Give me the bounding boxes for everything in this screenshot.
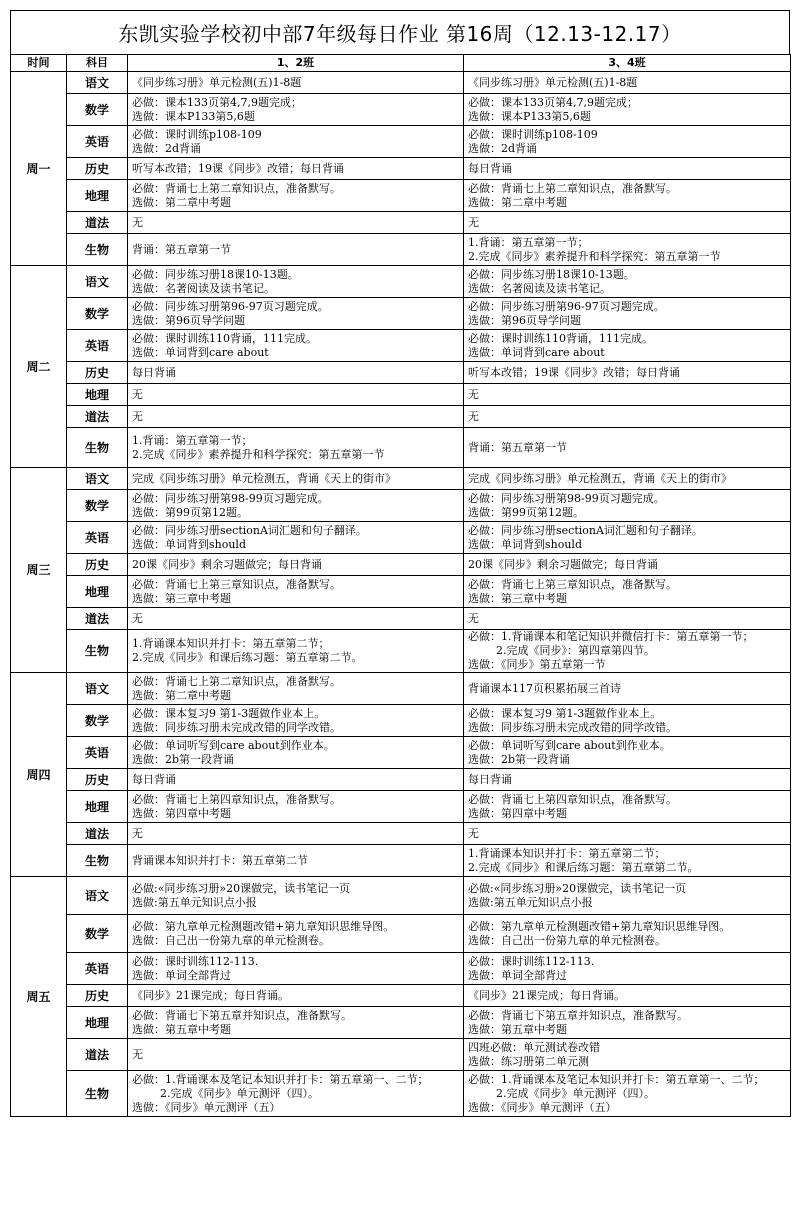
subject-cell: 英语 [67,126,128,158]
table-row [11,330,791,362]
homework-class-3-4: 必做：课时训练112-113. 选做：单词全部背过 [464,953,791,985]
subject-cell: 历史 [67,362,128,384]
homework-class-3-4: 听写本改错；19课《同步》改错；每日背诵 [464,362,791,384]
homework-class-3-4: 必做：课时训练110背诵，111完成。 选做：单词背到care about [464,330,791,362]
homework-class-3-4: 必做：课本133页第4,7,9题完成； 选做：课本P133第5,6题 [464,94,791,126]
header-row [11,55,791,72]
table-row [11,554,791,576]
homework-class-3-4: 每日背诵 [464,769,791,791]
table-row [11,673,791,705]
homework-class-1-2: 听写本改错；19课《同步》改错；每日背诵 [128,158,464,180]
homework-class-1-2: 必做：课时训练p108-109 选做：2d背诵 [128,126,464,158]
table-row [11,158,791,180]
homework-class-1-2: 1.背诵：第五章第一节； 2.完成《同步》素养提升和科学探究：第五章第一节 [128,428,464,468]
homework-class-3-4: 必做：1.背诵课本及笔记本知识并打卡：第五章第一、二节； 2.完成《同步》单元测评（四）。 选做：《同步》单元测评（五） [464,1071,791,1117]
homework-class-3-4: 《同步练习册》单元检测(五)1-8题 [464,72,791,94]
table-row [11,234,791,266]
table-row [11,126,791,158]
homework-class-3-4: 无 [464,823,791,845]
table-row [11,298,791,330]
table-row [11,705,791,737]
homework-class-1-2: 《同步》21课完成；每日背诵。 [128,985,464,1007]
homework-class-1-2: 必做：单词听写到care about到作业本。 选做：2b第一段背诵 [128,737,464,769]
table-row [11,1071,791,1117]
subject-cell: 语文 [67,468,128,490]
subject-cell: 生物 [67,1071,128,1117]
subject-cell: 数学 [67,915,128,953]
subject-cell: 历史 [67,158,128,180]
homework-class-1-2: 必做：第九章单元检测题改错+第九章知识思维导图。 选做：自己出一份第九章的单元检测卷。 [128,915,464,953]
homework-class-1-2: 必做：背诵七上第二章知识点，准备默写。 选做：第二章中考题 [128,180,464,212]
subject-cell: 历史 [67,554,128,576]
subject-cell: 英语 [67,330,128,362]
homework-class-3-4: 必做：背诵七上第二章知识点，准备默写。 选做：第二章中考题 [464,180,791,212]
homework-class-1-2: 必做：背诵七上第四章知识点，准备默写。 选做：第四章中考题 [128,791,464,823]
day-cell: 周五 [11,877,67,1117]
homework-class-3-4: 背诵课本117页积累拓展三首诗 [464,673,791,705]
subject-cell: 历史 [67,769,128,791]
homework-class-1-2: 1.背诵课本知识并打卡：第五章第二节； 2.完成《同步》和课后练习题：第五章第二节。 [128,630,464,673]
table-row [11,212,791,234]
homework-class-3-4: 无 [464,212,791,234]
subject-cell: 数学 [67,705,128,737]
subject-cell: 数学 [67,94,128,126]
homework-class-3-4: 必做：背诵七上第三章知识点，准备默写。 选做：第三章中考题 [464,576,791,608]
subject-cell: 地理 [67,791,128,823]
homework-sheet [10,10,790,1117]
homework-class-3-4: 必做：同步练习册18课10-13题。 选做：名著阅读及读书笔记。 [464,266,791,298]
homework-class-1-2: 必做：课本复习9 第1-3题做作业本上。 选做：同步练习册未完成改错的同学改错。 [128,705,464,737]
table-row [11,180,791,212]
table-row [11,94,791,126]
homework-class-3-4: 完成《同步练习册》单元检测五，背诵《天上的街市》 [464,468,791,490]
table-row [11,845,791,877]
homework-class-3-4: 必做：同步练习册第96-97页习题完成。 选做：第96页导学问题 [464,298,791,330]
table-row [11,576,791,608]
homework-class-3-4: 必做：1.背诵课本和笔记知识并微信打卡：第五章第一节； 2.完成《同步》：第四章第四节。 选做：《同步》第五章第一节 [464,630,791,673]
subject-cell: 数学 [67,298,128,330]
day-cell: 周三 [11,468,67,673]
homework-class-1-2: 无 [128,212,464,234]
subject-cell: 地理 [67,180,128,212]
table-row [11,823,791,845]
homework-class-1-2: 必做：同步练习册第96-97页习题完成。 选做：第96页导学问题 [128,298,464,330]
homework-class-1-2: 《同步练习册》单元检测(五)1-8题 [128,72,464,94]
homework-class-1-2: 20课《同步》剩余习题做完；每日背诵 [128,554,464,576]
subject-cell: 生物 [67,630,128,673]
subject-cell: 历史 [67,985,128,1007]
homework-class-1-2: 无 [128,384,464,406]
table-row [11,362,791,384]
homework-class-1-2: 无 [128,823,464,845]
header-class-3-4: 3、4班 [464,55,791,72]
homework-class-3-4: 必做：同步练习册第98-99页习题完成。 选做：第99页第12题。 [464,490,791,522]
table-row [11,915,791,953]
homework-class-3-4: 1.背诵：第五章第一节； 2.完成《同步》素养提升和科学探究：第五章第一节 [464,234,791,266]
homework-class-1-2: 无 [128,406,464,428]
homework-class-3-4: 必做：第九章单元检测题改错+第九章知识思维导图。 选做：自己出一份第九章的单元检测卷。 [464,915,791,953]
table-row [11,737,791,769]
table-row [11,468,791,490]
homework-class-1-2: 背诵：第五章第一节 [128,234,464,266]
homework-class-1-2: 完成《同步练习册》单元检测五，背诵《天上的街市》 [128,468,464,490]
day-cell: 周一 [11,72,67,266]
table-row [11,406,791,428]
homework-class-3-4: 背诵：第五章第一节 [464,428,791,468]
table-row [11,630,791,673]
subject-cell: 地理 [67,1007,128,1039]
header-subject: 科目 [67,55,128,72]
homework-class-1-2: 必做：1.背诵课本及笔记本知识并打卡：第五章第一、二节； 2.完成《同步》单元测评（四）。 选做：《同步》单元测评（五） [128,1071,464,1117]
subject-cell: 道法 [67,406,128,428]
homework-class-1-2: 每日背诵 [128,769,464,791]
homework-class-1-2: 必做：同步练习册sectionA词汇题和句子翻译。 选做：单词背到should [128,522,464,554]
subject-cell: 道法 [67,1039,128,1071]
homework-class-3-4: 1.背诵课本知识并打卡：第五章第二节； 2.完成《同步》和课后练习题：第五章第二节。 [464,845,791,877]
homework-class-1-2: 必做：同步练习册第98-99页习题完成。 选做：第99页第12题。 [128,490,464,522]
homework-class-3-4: 必做：课本复习9 第1-3题做作业本上。 选做：同步练习册未完成改错的同学改错。 [464,705,791,737]
homework-body [11,72,791,1117]
homework-class-1-2: 每日背诵 [128,362,464,384]
subject-cell: 地理 [67,576,128,608]
day-cell: 周四 [11,673,67,877]
day-cell: 周二 [11,266,67,468]
homework-class-3-4: 无 [464,384,791,406]
subject-cell: 语文 [67,72,128,94]
table-row [11,490,791,522]
homework-table [10,54,791,1117]
homework-class-3-4: 无 [464,406,791,428]
homework-class-1-2: 必做：课本133页第4,7,9题完成； 选做：课本P133第5,6题 [128,94,464,126]
homework-class-3-4: 必做:«同步练习册»20课做完，读书笔记一页 选做:第五单元知识点小报 [464,877,791,915]
homework-class-3-4: 必做：单词听写到care about到作业本。 选做：2b第一段背诵 [464,737,791,769]
subject-cell: 道法 [67,823,128,845]
homework-class-3-4: 必做：背诵七上第四章知识点，准备默写。 选做：第四章中考题 [464,791,791,823]
table-row [11,953,791,985]
homework-class-1-2: 必做：课时训练110背诵，111完成。 选做：单词背到care about [128,330,464,362]
homework-class-3-4: 必做：同步练习册sectionA词汇题和句子翻译。 选做：单词背到should [464,522,791,554]
table-row [11,428,791,468]
subject-cell: 英语 [67,737,128,769]
homework-class-3-4: 必做：背诵七下第五章并知识点，准备默写。 选做：第五章中考题 [464,1007,791,1039]
homework-class-3-4: 必做：课时训练p108-109 选做：2d背诵 [464,126,791,158]
table-row [11,266,791,298]
table-row [11,791,791,823]
subject-cell: 生物 [67,428,128,468]
homework-class-1-2: 无 [128,608,464,630]
table-row [11,769,791,791]
homework-class-1-2: 必做:«同步练习册»20课做完，读书笔记一页 选做:第五单元知识点小报 [128,877,464,915]
subject-cell: 生物 [67,234,128,266]
subject-cell: 道法 [67,212,128,234]
table-row [11,384,791,406]
homework-class-1-2: 无 [128,1039,464,1071]
subject-cell: 生物 [67,845,128,877]
table-row [11,1007,791,1039]
table-row [11,985,791,1007]
header-class-1-2: 1、2班 [128,55,464,72]
homework-class-1-2: 必做：背诵七上第三章知识点，准备默写。 选做：第三章中考题 [128,576,464,608]
table-row [11,522,791,554]
subject-cell: 道法 [67,608,128,630]
table-row [11,1039,791,1071]
homework-class-1-2: 背诵课本知识并打卡：第五章第二节 [128,845,464,877]
homework-class-1-2: 必做：背诵七上第二章知识点，准备默写。 选做：第二章中考题 [128,673,464,705]
subject-cell: 语文 [67,266,128,298]
page-title: 东凯实验学校初中部7年级每日作业 第16周（12.13-12.17） [10,10,790,54]
subject-cell: 语文 [67,877,128,915]
subject-cell: 语文 [67,673,128,705]
subject-cell: 英语 [67,953,128,985]
table-row [11,608,791,630]
subject-cell: 数学 [67,490,128,522]
homework-class-3-4: 四班必做：单元测试卷改错 选做：练习册第二单元测 [464,1039,791,1071]
homework-class-1-2: 必做：同步练习册18课10-13题。 选做：名著阅读及读书笔记。 [128,266,464,298]
subject-cell: 英语 [67,522,128,554]
homework-class-3-4: 每日背诵 [464,158,791,180]
homework-class-1-2: 必做：课时训练112-113. 选做：单词全部背过 [128,953,464,985]
table-row [11,72,791,94]
homework-class-1-2: 必做：背诵七下第五章并知识点，准备默写。 选做：第五章中考题 [128,1007,464,1039]
homework-class-3-4: 无 [464,608,791,630]
homework-class-3-4: 20课《同步》剩余习题做完；每日背诵 [464,554,791,576]
homework-class-3-4: 《同步》21课完成；每日背诵。 [464,985,791,1007]
table-row [11,877,791,915]
header-time: 时间 [11,55,67,72]
subject-cell: 地理 [67,384,128,406]
